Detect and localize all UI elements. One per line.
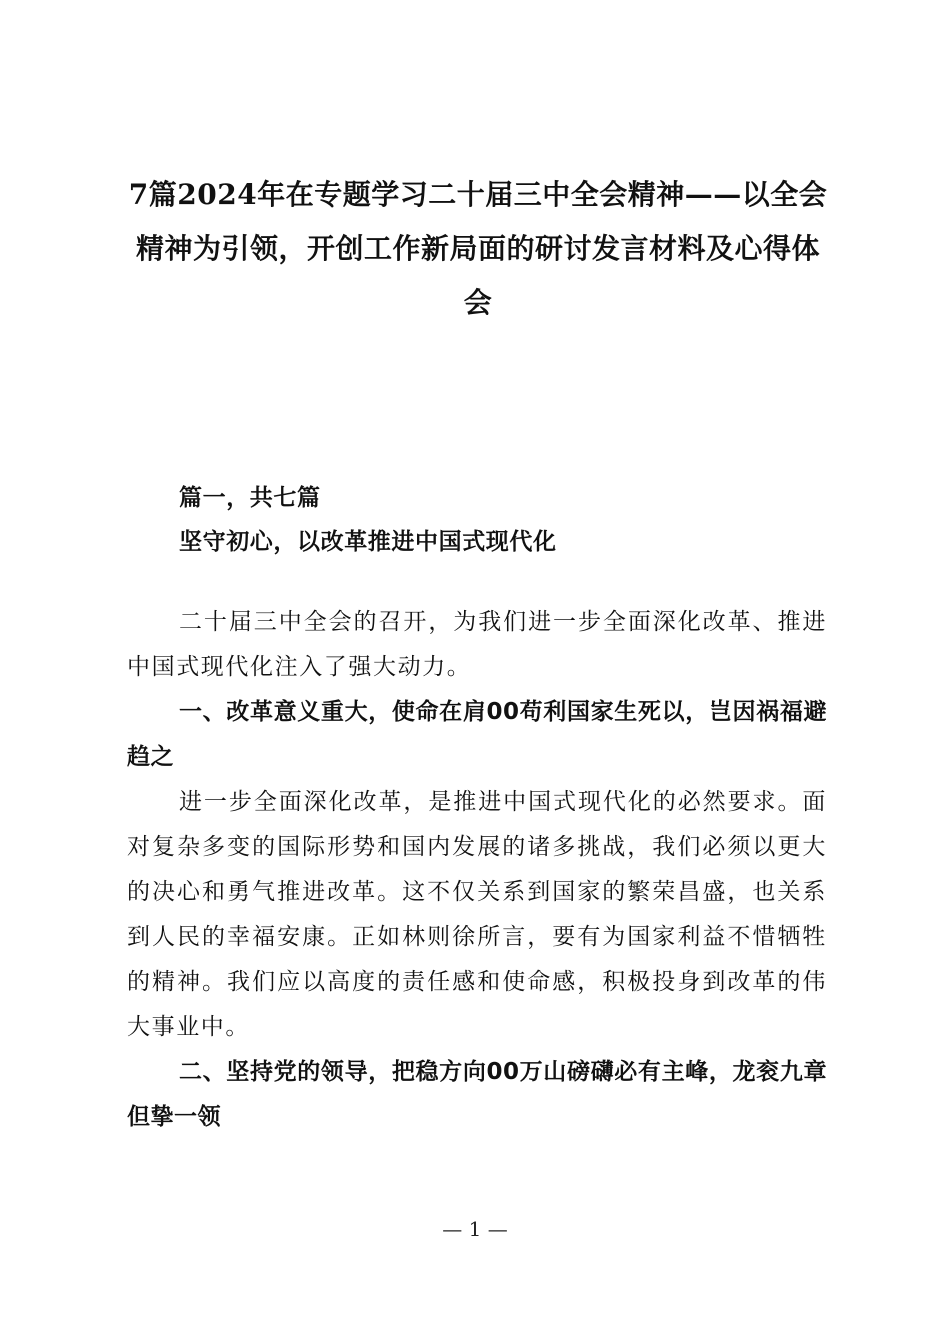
document-title: 7篇2024年在专题学习二十届三中全会精神——以全会精神为引领，开创工作新局面的研讨发言材料及心得体会 xyxy=(128,178,828,319)
document-body xyxy=(127,476,827,1140)
spacer xyxy=(127,564,827,600)
page-number: — 1 — xyxy=(442,1217,508,1241)
heading-two: 二、坚持党的领导，把稳方向00万山磅礴必有主峰，龙衮九章但挚一领 xyxy=(127,1059,827,1130)
heading-one: 一、改革意义重大，使命在肩00苟利国家生死以，岂因祸福避趋之 xyxy=(127,699,827,770)
section-title: 坚守初心，以改革推进中国式现代化 xyxy=(179,529,557,555)
section-label: 篇一，共七篇 xyxy=(179,485,321,511)
intro-paragraph: 二十届三中全会的召开，为我们进一步全面深化改革、推进中国式现代化注入了强大动力。 xyxy=(127,609,827,680)
body-paragraph: 进一步全面深化改革，是推进中国式现代化的必然要求。面对复杂多变的国际形势和国内发展的诸多挑战，我们必须以更大的决心和勇气推进改革。这不仅关系到国家的繁荣昌盛，也关系到人民的幸福安康。正如林则徐所言，要有为国家利益不惜牺牲的精神。我们应以高度的责任感和使命感，积极投身到改革的伟大事业中。 xyxy=(127,789,827,1040)
